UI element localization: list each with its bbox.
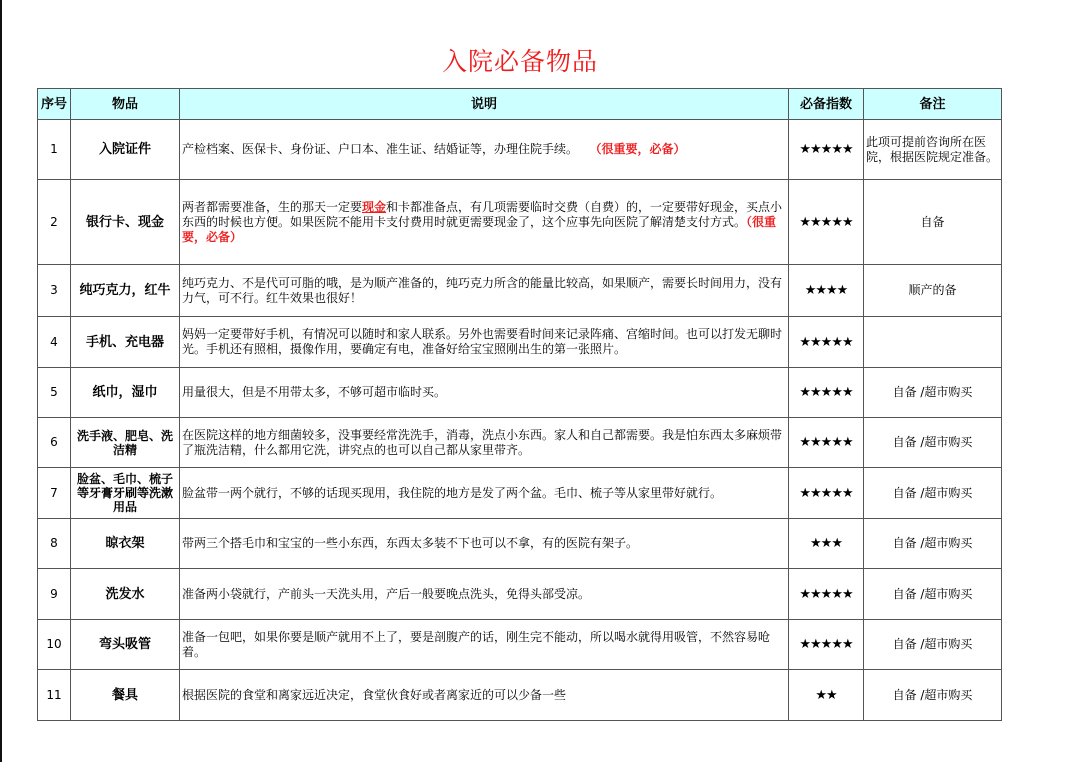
row-remark: 自备 bbox=[864, 180, 1002, 265]
row-stars: ★★★★★ bbox=[789, 368, 864, 418]
row-remark: 自备 /超市购买 bbox=[864, 569, 1002, 620]
table-row bbox=[38, 120, 1002, 180]
row-num: 4 bbox=[38, 317, 71, 368]
row-remark: 自备 /超市购买 bbox=[864, 368, 1002, 418]
table-row bbox=[38, 317, 1002, 368]
page-title: 入院必备物品 bbox=[441, 47, 598, 76]
important-note: （很重要，必备） bbox=[589, 142, 686, 156]
description-text: 两者都需要准备，生的那天一定要 bbox=[182, 199, 363, 214]
row-description: 脸盆带一两个就行，不够的话现买现用，我住院的地方是发了两个盆。毛巾、梳子等从家里带好就行。 bbox=[180, 468, 789, 519]
row-description: 在医院这样的地方细菌较多，没事要经常洗洗手，消毒，洗点小东西。家人和自己都需要。我是怕东西太多麻烦带了瓶洗洁精，什么都用它洗，讲究点的也可以自己都从家里带齐。 bbox=[180, 418, 789, 468]
row-remark: 自备 /超市购买 bbox=[864, 620, 1002, 670]
row-stars: ★★★★★ bbox=[789, 120, 864, 180]
row-stars: ★★★★★ bbox=[789, 317, 864, 368]
cash-highlight: 现金 bbox=[362, 199, 387, 214]
table-row bbox=[38, 418, 1002, 468]
table-row bbox=[38, 620, 1002, 670]
row-description: 根据医院的食堂和离家远近决定，食堂伙食好或者离家近的可以少备一些 bbox=[180, 670, 789, 721]
row-item: 手机、充电器 bbox=[71, 317, 180, 368]
row-num: 6 bbox=[38, 418, 71, 468]
row-item: 餐具 bbox=[71, 670, 180, 721]
row-item: 脸盆、毛巾、梳子等牙膏牙刷等洗漱用品 bbox=[71, 468, 180, 519]
row-item: 弯头吸管 bbox=[71, 620, 180, 670]
row-description bbox=[180, 180, 789, 265]
row-item: 晾衣架 bbox=[71, 519, 180, 569]
row-num: 10 bbox=[38, 620, 71, 670]
row-stars: ★★ bbox=[789, 670, 864, 721]
description-text: 和卡都准备点，有几项需要临时交费（自费）的，一定要带好现金，买点小东西的时候也方便。如果医院不能用卡支付费用时就更需要现金了，这个应事先向医院了解清楚支付方式。 bbox=[182, 199, 783, 229]
row-remark: 自备 /超市购买 bbox=[864, 418, 1002, 468]
table-row bbox=[38, 468, 1002, 519]
header-description: 说明 bbox=[180, 89, 789, 120]
row-stars: ★★★★★ bbox=[789, 620, 864, 670]
table-header-row bbox=[38, 89, 1002, 120]
row-item: 纸巾，湿巾 bbox=[71, 368, 180, 418]
table-row bbox=[38, 569, 1002, 620]
row-description: 妈妈一定要带好手机，有情况可以随时和家人联系。另外也需要看时间来记录阵痛、宫缩时间。也可以打发无聊时光。手机还有照相，摄像作用，要确定有电，准备好给宝宝照刚出生的第一张照片。 bbox=[180, 317, 789, 368]
row-stars: ★★★★★ bbox=[789, 569, 864, 620]
important-note: （很重要，必备） bbox=[182, 214, 777, 244]
row-num: 5 bbox=[38, 368, 71, 418]
row-stars: ★★★★★ bbox=[789, 468, 864, 519]
row-num: 7 bbox=[38, 468, 71, 519]
hospital-items-table bbox=[37, 88, 1002, 721]
header-remark: 备注 bbox=[864, 89, 1002, 120]
window-left-edge bbox=[0, 0, 2, 762]
row-num: 11 bbox=[38, 670, 71, 721]
row-description: 准备两小袋就行，产前头一天洗头用，产后一般要晚点洗头，免得头部受凉。 bbox=[180, 569, 789, 620]
table-row bbox=[38, 519, 1002, 569]
row-description: 带两三个搭毛巾和宝宝的一些小东西，东西太多装不下也可以不拿，有的医院有架子。 bbox=[180, 519, 789, 569]
row-remark bbox=[864, 317, 1002, 368]
row-num: 2 bbox=[38, 180, 71, 265]
table-row bbox=[38, 265, 1002, 317]
row-stars: ★★★★★ bbox=[789, 418, 864, 468]
row-num: 1 bbox=[38, 120, 71, 180]
row-description: 准备一包吧，如果你要是顺产就用不上了，要是剖腹产的话，刚生完不能动，所以喝水就得用吸管，不然容易呛着。 bbox=[180, 620, 789, 670]
row-item: 银行卡、现金 bbox=[71, 180, 180, 265]
table-row bbox=[38, 368, 1002, 418]
row-description bbox=[180, 120, 789, 180]
row-num: 9 bbox=[38, 569, 71, 620]
row-stars: ★★★★★ bbox=[789, 180, 864, 265]
row-stars: ★★★★ bbox=[789, 265, 864, 317]
row-item: 洗手液、肥皂、洗洁精 bbox=[71, 418, 180, 468]
description-text: 产检档案、医保卡、身份证、户口本、准生证、结婚证等，办理住院手续。 bbox=[182, 142, 579, 156]
header-item: 物品 bbox=[71, 89, 180, 120]
header-necessity: 必备指数 bbox=[789, 89, 864, 120]
row-description: 用量很大，但是不用带太多，不够可超市临时买。 bbox=[180, 368, 789, 418]
row-description: 纯巧克力、不是代可可脂的哦，是为顺产准备的，纯巧克力所含的能量比较高，如果顺产，需要长时间用力，没有力气，可不行。红牛效果也很好！ bbox=[180, 265, 789, 317]
table-row bbox=[38, 670, 1002, 721]
row-remark: 此项可提前咨询所在医院，根据医院规定准备。 bbox=[864, 120, 1002, 180]
row-remark: 自备 /超市购买 bbox=[864, 519, 1002, 569]
row-num: 8 bbox=[38, 519, 71, 569]
row-item: 纯巧克力，红牛 bbox=[71, 265, 180, 317]
table-row bbox=[38, 180, 1002, 265]
row-num: 3 bbox=[38, 265, 71, 317]
row-remark: 自备 /超市购买 bbox=[864, 670, 1002, 721]
row-item: 洗发水 bbox=[71, 569, 180, 620]
row-remark: 顺产的备 bbox=[864, 265, 1002, 317]
header-num: 序号 bbox=[38, 89, 71, 120]
row-remark: 自备 /超市购买 bbox=[864, 468, 1002, 519]
row-stars: ★★★ bbox=[789, 519, 864, 569]
row-item: 入院证件 bbox=[71, 120, 180, 180]
